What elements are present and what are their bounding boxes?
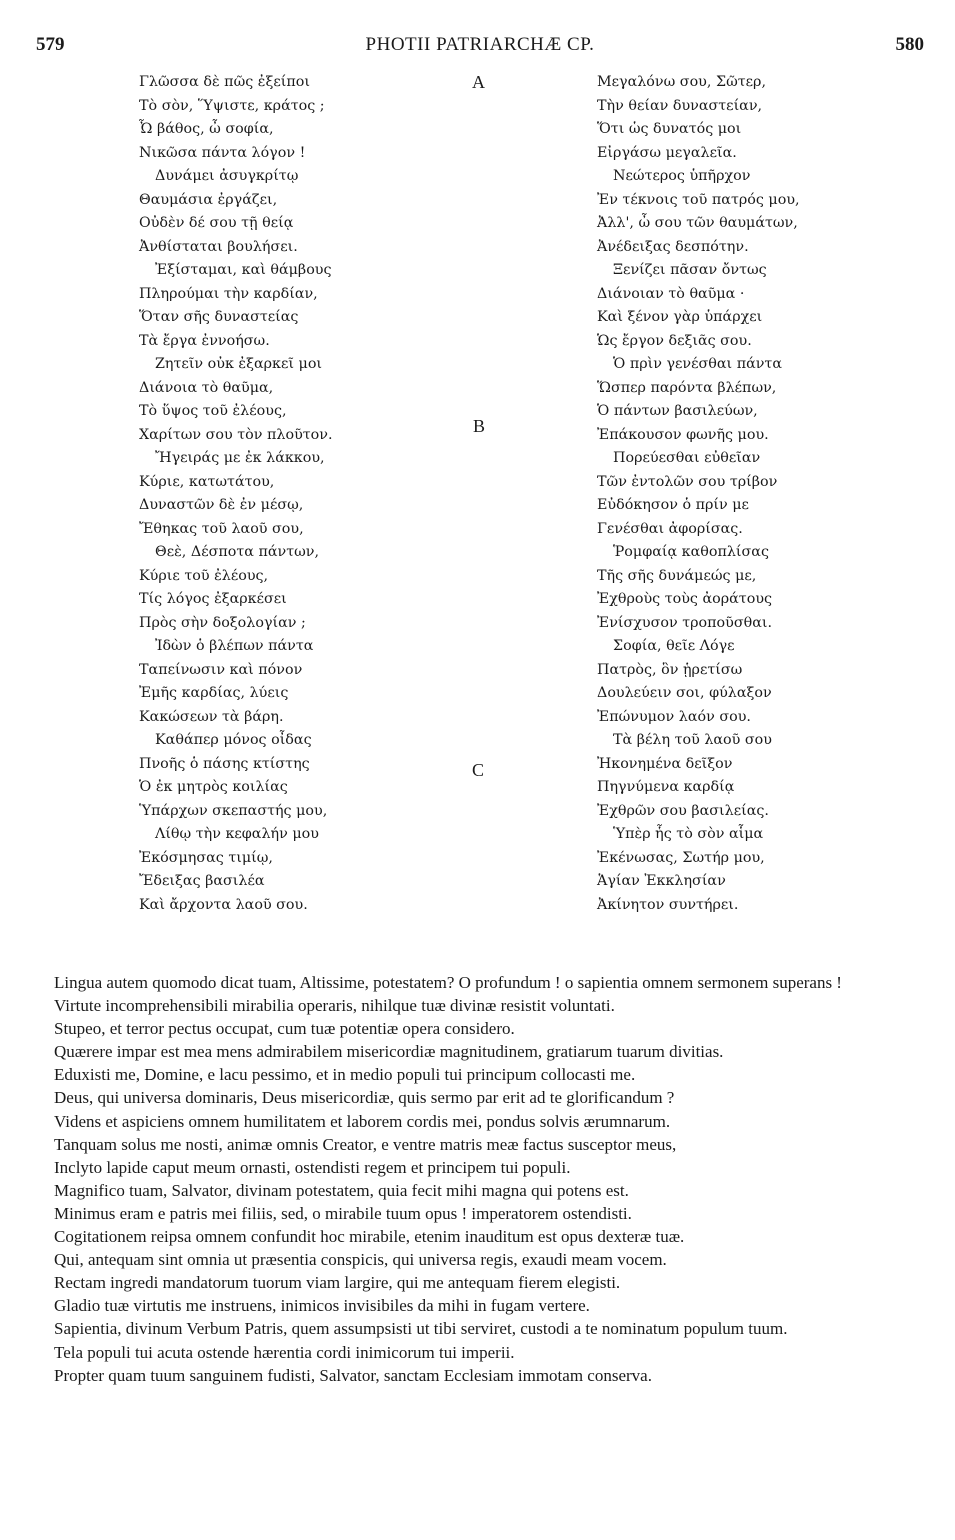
greek-verse-line: Λίθῳ τὴν κεφαλήν μου — [155, 826, 319, 842]
greek-verse-line: Ἀκίνητον συντήρει. — [597, 896, 739, 913]
greek-verse-line: Μεγαλόνω σου, Σῶτερ, — [597, 74, 766, 90]
greek-verse-line: Τὸ σὸν, Ὕψιστε, κράτος ; — [139, 97, 325, 114]
latin-paragraph: Gladio tuæ virtutis me instruens, inimicos invisibiles da mihi in fugam vertere. — [54, 1296, 590, 1316]
greek-verse-line: Τὴν θείαν δυναστείαν, — [597, 97, 763, 114]
greek-verse-line: Πορεύεσθαι εὐθεῖαν — [613, 450, 761, 466]
greek-verse-line: Ἐνίσχυσον τροποῦσθαι. — [597, 614, 772, 631]
greek-verse-line: Ἐν τέκνοις τοῦ πατρός μου, — [597, 191, 800, 208]
greek-verse-line: Χαρίτων σου τὸν πλοῦτον. — [139, 426, 333, 443]
greek-verse-line: Διάνοια τὸ θαῦμα, — [139, 379, 274, 396]
latin-paragraph: Tanquam solus me nosti, animæ omnis Creator, e ventre matris meæ factus susceptor meus, — [54, 1134, 677, 1154]
latin-paragraph: Deus, qui universa dominaris, Deus misericordiæ, quis sermo par erit ad te glorificandum ? — [54, 1088, 675, 1108]
greek-verse-line: Ἐκένωσας, Σωτήρ μου, — [597, 849, 765, 866]
greek-verse-line: Ἐχθρῶν σου βασιλείας. — [597, 802, 769, 819]
greek-verse-line: Ὅτι ὡς δυνατός μοι — [597, 121, 742, 137]
latin-paragraph: Lingua autem quomodo dicat tuam, Altissime, potestatem? O profundum ! o sapientia omnem sermonem superans ! — [54, 973, 842, 992]
latin-paragraph: Propter quam tuum sanguinem fudisti, Salvator, sanctam Ecclesiam immotam conserva. — [54, 1365, 652, 1385]
latin-paragraph: Cogitationem reipsa omnem confundit hoc mirabile, etenim inauditum est opus dexteræ tuæ. — [54, 1227, 685, 1247]
greek-verse-line: Δυναστῶν δὲ ἐν μέσῳ, — [139, 497, 304, 513]
greek-verse-line: Κακώσεων τὰ βάρη. — [139, 708, 284, 725]
greek-verse-line: Νεώτερος ὑπῆρχον — [613, 168, 751, 184]
section-marker-c: C — [472, 760, 485, 780]
greek-verse-line: Τὰ ἔργα ἐννοήσω. — [139, 332, 270, 349]
greek-verse-line: Τῶν ἐντολῶν σου τρίβον — [597, 473, 778, 490]
greek-verse-line: Ταπείνωσιν καὶ πόνον — [139, 661, 303, 678]
greek-verse-line: Κύριε, κατωτάτου, — [139, 473, 275, 490]
greek-verse-line: Ἔθηκας τοῦ λαοῦ σου, — [139, 520, 304, 537]
greek-verse-line: Ὡς ἔργον δεξιᾶς σου. — [597, 332, 752, 349]
greek-verse-line: Τὸ ὕψος τοῦ ἐλέους, — [139, 403, 287, 419]
greek-verse-line: Ὑπάρχων σκεπαστής μου, — [139, 802, 328, 819]
greek-verse-line: Ὑπὲρ ἧς τὸ σὸν αἷμα — [613, 826, 764, 842]
latin-paragraph: Magnifico tuam, Salvator, divinam potestatem, quia fecit mihi magna qui potens est. — [54, 1180, 629, 1200]
greek-verse-line: Ἐχθροὺς τοὺς ἀοράτους — [597, 591, 773, 607]
greek-verse-line: Νικῶσα πάντα λόγον ! — [139, 144, 306, 161]
greek-column-left — [139, 71, 333, 917]
greek-verse-line: Ὅταν σῆς δυναστείας — [139, 309, 299, 325]
page-number-right: 580 — [895, 34, 924, 55]
latin-paragraph: Qui, antequam sint omnia ut præsentia conspicis, qui universa regis, exaudi meam vocem. — [54, 1250, 667, 1270]
greek-verse-line: Ἐμῆς καρδίας, λύεις — [139, 685, 289, 701]
greek-verse-line: Πρὸς σὴν δοξολογίαν ; — [139, 614, 306, 631]
greek-verse-line: Ῥομφαίᾳ καθοπλίσας — [613, 544, 769, 560]
page-number-left: 579 — [36, 34, 65, 55]
greek-verse-line: Πατρὸς, ὃν ᾑρετίσω — [597, 661, 743, 678]
greek-verse-line: Ὥσπερ παρόντα βλέπων, — [597, 379, 777, 396]
latin-paragraph: Tela populi tui acuta ostende hærentia cordi inimicorum tui imperii. — [54, 1342, 515, 1362]
greek-verse-line: Ἠκονημένα δεῖξον — [597, 755, 733, 772]
page-header — [36, 34, 924, 64]
greek-verse-line: Ἐπάκουσον φωνῆς μου. — [597, 426, 769, 443]
latin-paragraph: Videns et aspiciens omnem humilitatem et laborem cordis mei, pondus solvis ærumnarum. — [54, 1111, 671, 1131]
greek-verse-line: Τὰ βέλη τοῦ λαοῦ σου — [613, 732, 772, 748]
greek-verse-line: Ζητεῖν οὐκ ἐξαρκεῖ μοι — [155, 356, 323, 372]
greek-verse-line: Ὁ πρὶν γενέσθαι πάντα — [613, 356, 783, 372]
greek-verse-line: Ξενίζει πᾶσαν ὄντως — [613, 262, 767, 278]
latin-paragraph: Stupeo, et terror pectus occupat, cum tuæ potentiæ opera considero. — [54, 1019, 515, 1039]
greek-verse-line: Ἐξίσταμαι, καὶ θάμβους — [155, 262, 332, 278]
latin-paragraph: Inclyto lapide caput meum ornasti, ostendisti regem et principem tui populi. — [54, 1157, 571, 1177]
greek-verse-line: Ἀνθίσταται βουλήσει. — [139, 238, 298, 255]
greek-verse-line: Καθάπερ μόνος οἶδας — [155, 732, 312, 748]
greek-verse-line: Ὦ βάθος, ὦ σοφία, — [139, 121, 274, 137]
greek-verse-line: Διάνοιαν τὸ θαῦμα · — [597, 285, 745, 302]
greek-verse-line: Καὶ ἄρχοντα λαοῦ σου. — [139, 896, 308, 913]
greek-verse-line: Ἐκόσμησας τιμίῳ, — [139, 849, 273, 866]
greek-verse-line: Ἰδὼν ὁ βλέπων πάντα — [155, 638, 314, 654]
section-marker-b: B — [473, 416, 486, 436]
running-title: PHOTII PATRIARCHÆ CP. — [365, 34, 595, 55]
latin-translation — [36, 971, 926, 1387]
greek-verse-line: Γενέσθαι ἀφορίσας. — [597, 520, 743, 537]
greek-verse-line: Πληρούμαι τὴν καρδίαν, — [139, 285, 318, 302]
greek-verse-line: Εἰργάσω μεγαλεῖα. — [597, 144, 737, 161]
greek-verse-line: Εὐδόκησον ὁ πρίν με — [597, 497, 749, 513]
greek-verse-line: Ἤγειράς με ἐκ λάκκου, — [155, 450, 325, 466]
latin-paragraph: Sapientia, divinum Verbum Patris, quem assumpsisti ut tibi serviret, custodi a te nominatum populum tuum. — [54, 1319, 788, 1339]
greek-verse-line: Κύριε τοῦ ἐλέους, — [139, 567, 269, 584]
greek-verse-line: Ἀνέδειξας δεσπότην. — [597, 238, 749, 255]
greek-verse-line: Ἔδειξας βασιλέα — [139, 873, 265, 889]
greek-verse-line: Γλῶσσα δὲ πῶς ἐξείποι — [139, 74, 310, 90]
section-marker-a: A — [472, 72, 485, 92]
greek-verse-line: Οὐδὲν δέ σου τῇ θείᾳ — [139, 215, 294, 231]
greek-verse-line: Δυνάμει ἀσυγκρίτῳ — [155, 168, 299, 184]
greek-verse-line: Πνοῆς ὁ πάσης κτίστης — [139, 755, 310, 772]
greek-verse-line: Θεὲ, Δέσποτα πάντων, — [155, 544, 320, 560]
greek-verse-line: Ἁγίαν Ἐκκλησίαν — [597, 873, 726, 889]
greek-verse-line: Ὁ πάντων βασιλεύων, — [597, 403, 758, 419]
greek-verse-line: Δουλεύειν σοι, φύλαξον — [597, 685, 772, 701]
greek-verse-line: Πηγνύμενα καρδίᾳ — [597, 779, 735, 795]
latin-paragraph: Quærere impar est mea mens admirabilem misericordiæ magnitudinem, gratiarum tuarum divitias. — [54, 1042, 724, 1062]
greek-verse-line: Καὶ ξένον γὰρ ὑπάρχει — [597, 309, 763, 325]
greek-verse-line: Τῆς σῆς δυνάμεώς με, — [597, 567, 757, 584]
greek-verse-line: Τίς λόγος ἐξαρκέσει — [139, 591, 287, 607]
greek-verse-line: Θαυμάσια ἐργάζει, — [139, 191, 278, 208]
latin-paragraph: Eduxisti me, Domine, e lacu pessimo, et in medio populi tui principum collocasti me. — [54, 1065, 636, 1085]
latin-paragraph: Virtute incomprehensibili mirabilia operaris, nihilque tuæ divinæ resistit voluntati. — [54, 996, 615, 1016]
latin-paragraph: Rectam ingredi mandatorum tuorum viam largire, qui me antequam fierem elegisti. — [54, 1273, 621, 1293]
greek-verse-line: Ὁ ἐκ μητρὸς κοιλίας — [139, 779, 288, 795]
greek-verse-line: Ἐπώνυμον λαόν σου. — [597, 708, 751, 725]
greek-verse-line: Ἀλλ', ὦ σου τῶν θαυμάτων, — [597, 215, 798, 231]
greek-verse-line: Σοφία, θεῖε Λόγε — [613, 638, 735, 654]
greek-column-right — [597, 71, 800, 917]
latin-paragraph: Minimus eram e patris mei filiis, sed, o mirabile tuum opus ! imperatorem ostendisti. — [54, 1203, 632, 1223]
